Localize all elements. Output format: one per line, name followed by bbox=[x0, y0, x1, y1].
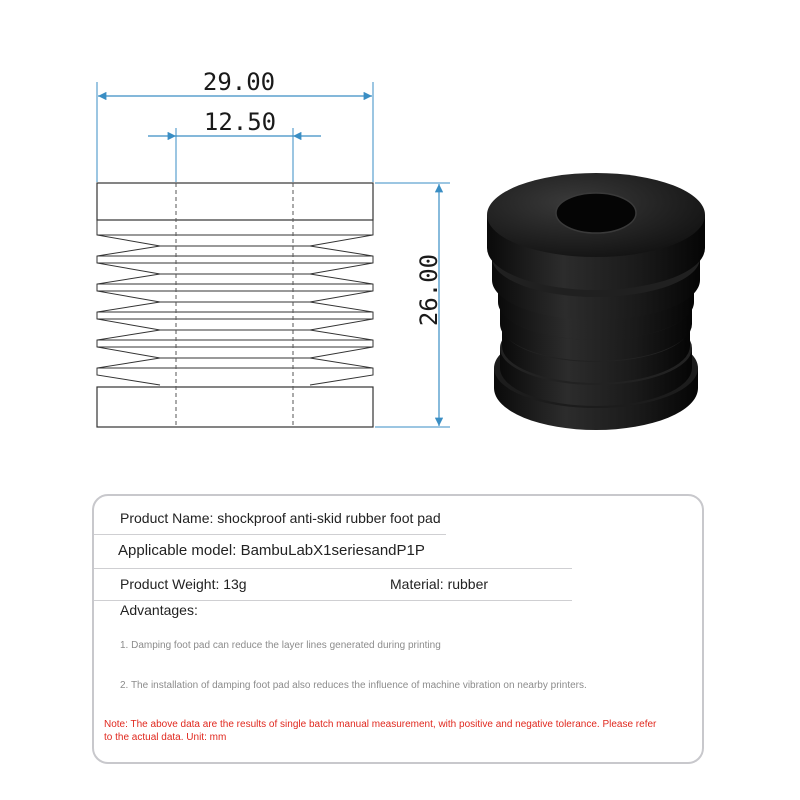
material: Material: rubber bbox=[390, 576, 489, 592]
advantage-item: 1. Damping foot pad can reduce the layer lines generated during printing bbox=[120, 640, 441, 651]
advantages-heading: Advantages: bbox=[120, 602, 198, 618]
divider bbox=[94, 534, 446, 535]
foot-pad-outline-drawing bbox=[97, 183, 373, 427]
product-name: Product Name: shockproof anti-skid rubber foot pad bbox=[120, 510, 441, 526]
product-weight: Product Weight: 13g bbox=[120, 576, 247, 592]
height-dimension bbox=[375, 183, 450, 427]
rubber-foot-pad-image bbox=[487, 173, 705, 430]
divider bbox=[94, 568, 572, 569]
center-hole bbox=[556, 193, 636, 233]
hole-width-label: 12.50 bbox=[203, 108, 277, 136]
top-flange bbox=[97, 183, 373, 220]
height-label: 26.00 bbox=[415, 253, 443, 327]
bottom-flange bbox=[97, 387, 373, 427]
overall-width-label: 29.00 bbox=[202, 68, 276, 96]
advantage-item: 2. The installation of damping foot pad also reduces the influence of machine vibration on nearby printers. bbox=[120, 680, 587, 691]
hole-width-dimension bbox=[148, 108, 321, 182]
measurement-note: Note: The above data are the results of single batch manual measurement, with positive and negative tolerance. Please refer to the actual data. Unit: mm bbox=[104, 719, 657, 743]
applicable-model: Applicable model: BambuLabX1seriesandP1P bbox=[118, 542, 425, 559]
specification-card bbox=[92, 494, 704, 764]
divider bbox=[94, 600, 572, 601]
